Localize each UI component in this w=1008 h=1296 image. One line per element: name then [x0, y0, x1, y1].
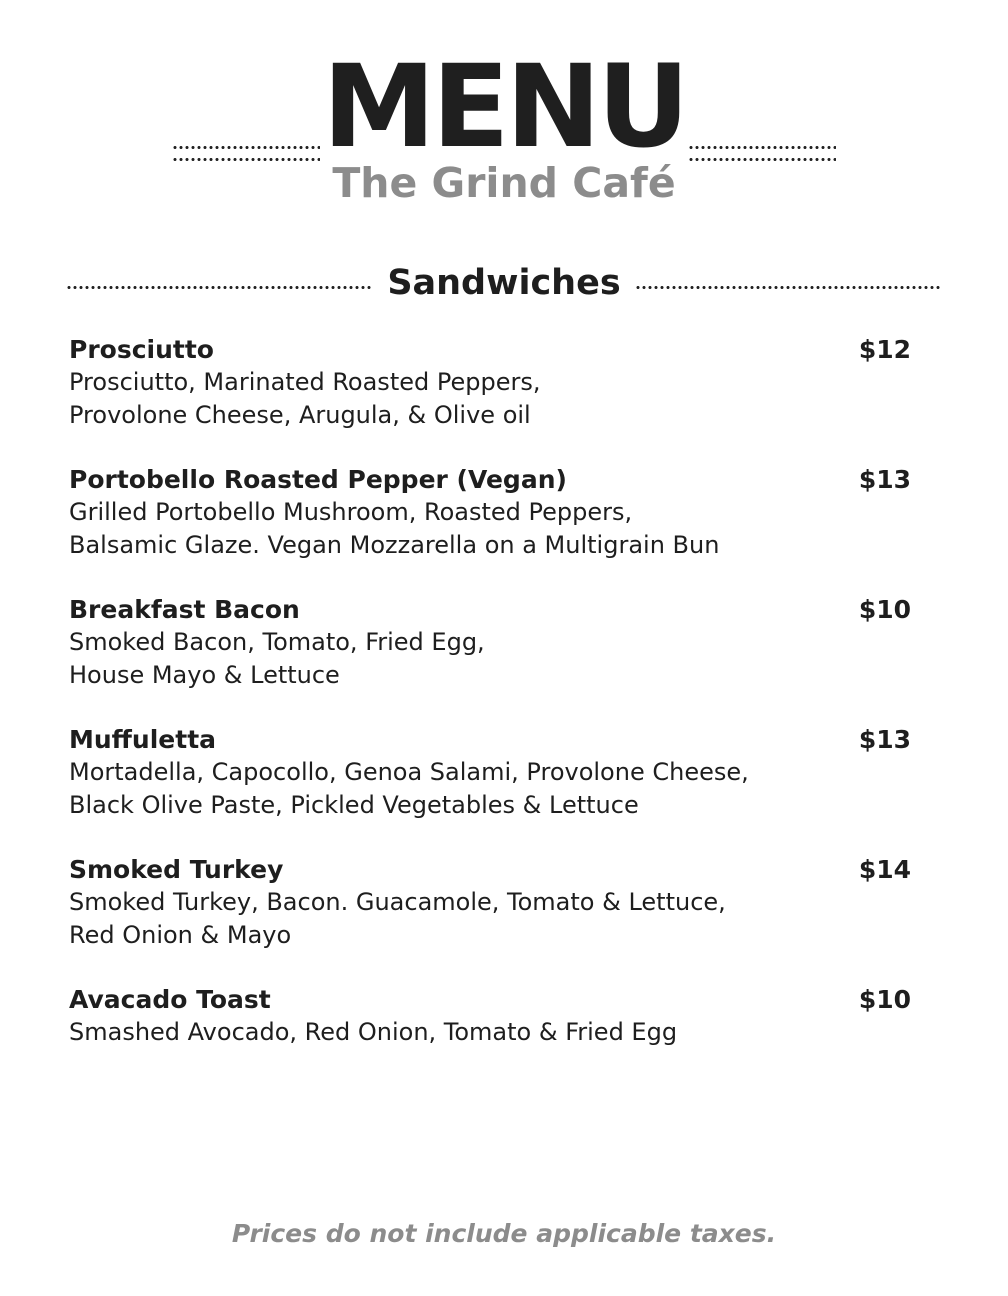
item-price: $13	[858, 465, 911, 494]
section-divider-left	[66, 286, 373, 289]
tax-disclaimer: Prices do not include applicable taxes.	[231, 1219, 777, 1248]
item-description-line: Provolone Cheese, Arugula, & Olive oil	[69, 400, 531, 429]
menu-title: MENU	[322, 40, 686, 173]
menu-header	[0, 40, 1008, 212]
item-description-line: Smoked Bacon, Tomato, Fried Egg,	[69, 628, 485, 656]
cafe-name: The Grind Café	[332, 159, 676, 207]
item-name: Muffuletta	[69, 725, 217, 754]
item-description-line: Smashed Avocado, Red Onion, Tomato & Fried Egg	[69, 1018, 678, 1046]
section-title: Sandwiches	[387, 263, 621, 303]
item-description-line: Mortadella, Capocollo, Genoa Salami, Provolone Cheese,	[69, 758, 749, 786]
item-price: $10	[858, 985, 911, 1014]
item-description-line: Smoked Turkey, Bacon. Guacamole, Tomato & Lettuce,	[69, 888, 726, 916]
item-price: $13	[858, 725, 911, 754]
item-description-line: House Mayo & Lettuce	[69, 660, 340, 689]
item-price: $12	[858, 335, 911, 364]
item-description-line: Grilled Portobello Mushroom, Roasted Peppers,	[69, 498, 633, 526]
item-name: Portobello Roasted Pepper (Vegan)	[69, 465, 567, 494]
menu-items-list	[69, 334, 915, 1114]
item-name: Prosciutto	[69, 335, 214, 364]
item-price: $14	[858, 855, 911, 884]
section-header-sandwiches	[66, 258, 942, 308]
item-price: $10	[858, 595, 911, 624]
menu-item-smoked-turkey	[69, 854, 915, 984]
item-description-line: Balsamic Glaze. Vegan Mozzarella on a Multigrain Bun	[69, 530, 720, 559]
item-description-line: Black Olive Paste, Pickled Vegetables & Lettuce	[69, 790, 639, 819]
item-description-line: Prosciutto, Marinated Roasted Peppers,	[69, 368, 541, 396]
menu-item-muffuletta	[69, 724, 915, 854]
menu-item-avacado-toast	[69, 984, 915, 1114]
item-name: Breakfast Bacon	[69, 595, 300, 624]
item-name: Smoked Turkey	[69, 855, 284, 884]
item-name: Avacado Toast	[69, 985, 271, 1014]
item-description-line: Red Onion & Mayo	[69, 920, 292, 949]
menu-item-breakfast-bacon	[69, 594, 915, 724]
menu-item-prosciutto	[69, 334, 915, 464]
section-divider-right	[635, 286, 942, 289]
menu-item-portobello-roasted-pepper	[69, 464, 915, 594]
